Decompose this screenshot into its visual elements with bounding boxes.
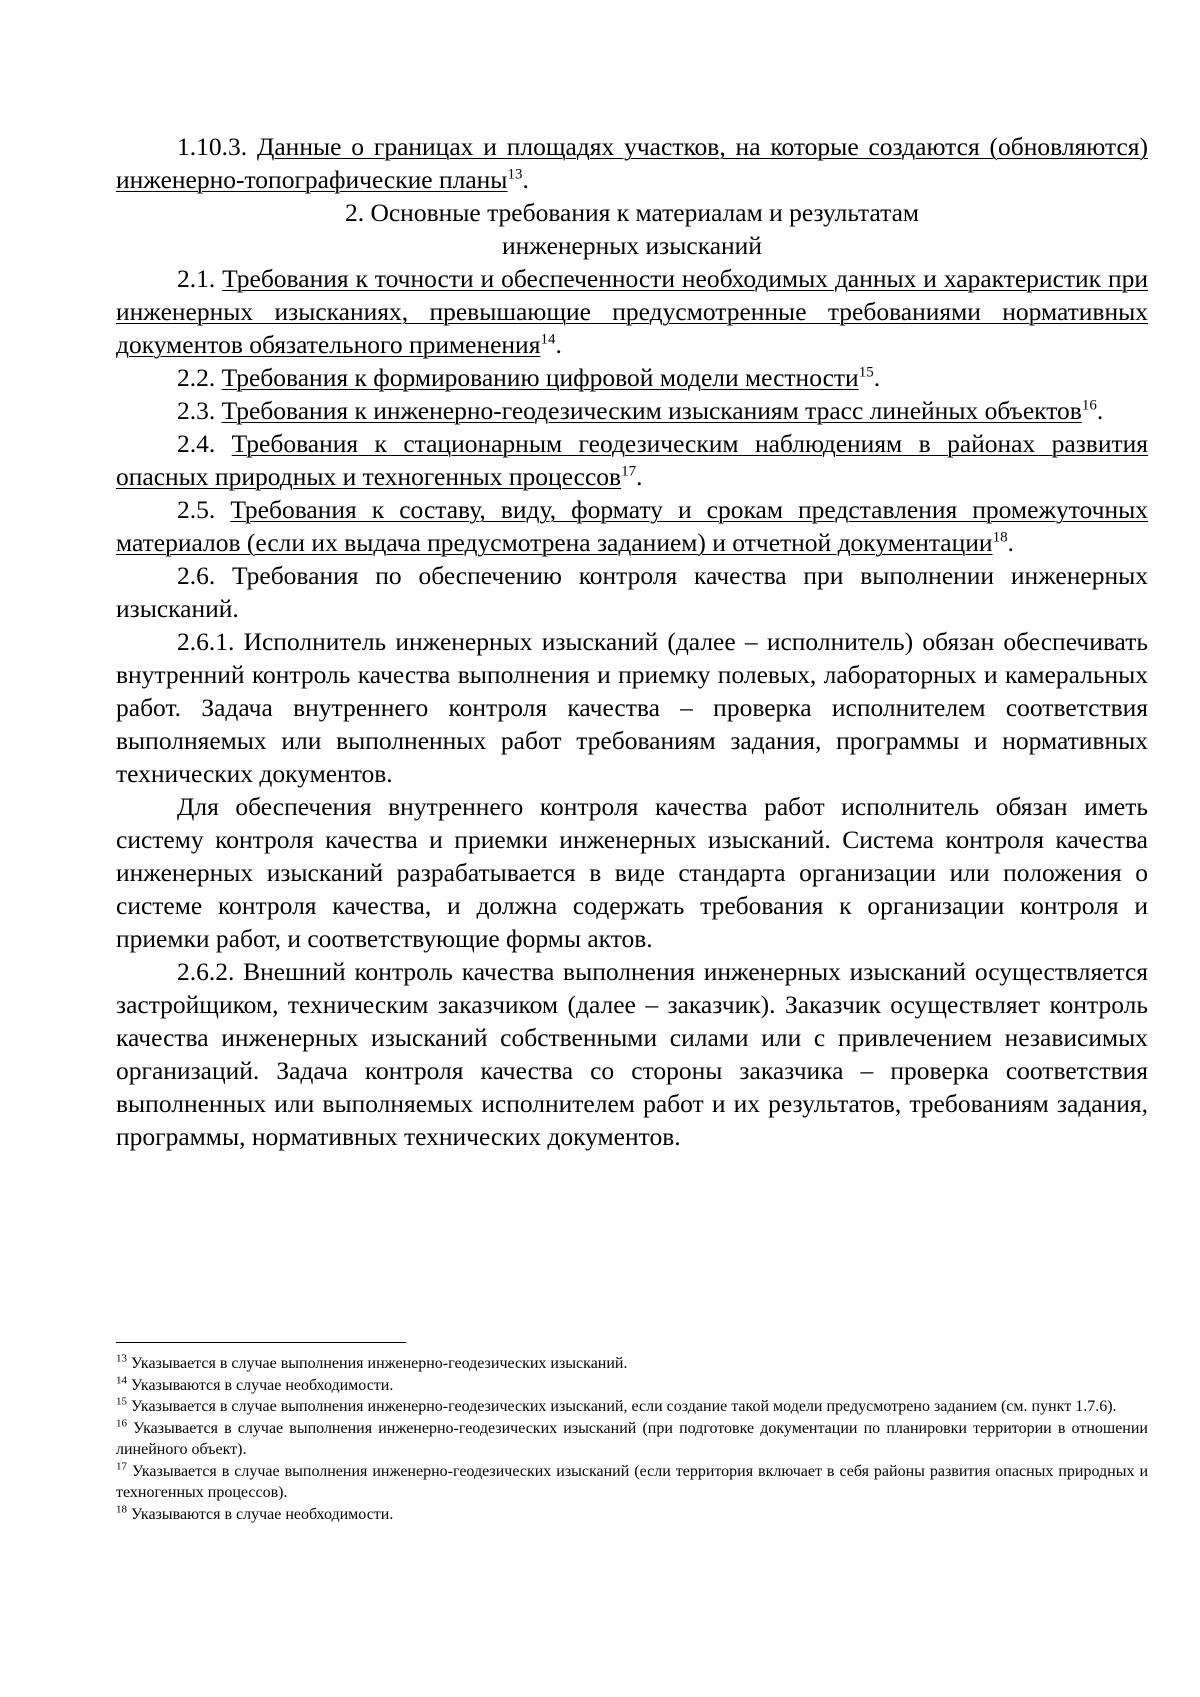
footnote-18: [116, 1504, 1148, 1526]
footnote-number: 14: [116, 1374, 127, 1387]
footnote-text: Указываются в случае необходимости.: [127, 1376, 394, 1394]
item-text: Требования к точности и обеспеченности необходимых данных и характеристик при инженерных изысканиях, превышающие предусмотренные требованиями нормативных документов обязательного применения: [116, 264, 1149, 359]
footnote-separator: [116, 1342, 406, 1343]
paragraph-internal-control: Для обеспечения внутреннего контроля качества работ исполнитель обязан иметь систему контроля качества и приемки инженерных изысканий. Система контроля качества инженерных изысканий разрабатывается в виде стандарта организации или положения о системе контроля качества, и должна содержать требования к организации контроля и приемки работ, и соответствующие формы актов.: [116, 792, 1148, 953]
paragraph-2-2: [116, 361, 1148, 394]
footnote-14: [116, 1375, 1148, 1397]
item-text: Требования к стационарным геодезическим наблюдениям в районах развития опасных природных и техногенных процессов: [116, 429, 1149, 491]
footnote-ref[interactable]: 15: [858, 364, 874, 381]
heading-line-2: инженерных изысканий: [502, 231, 762, 260]
item-text: Данные о границах и площадях участков, на которые создаются (обновляются) инженерно-топографические планы: [116, 132, 1148, 194]
footnote-text: Указывается в случае выполнения инженерно-геодезических изысканий (если территория включает в себя районы развития опасных природных и техногенных процессов).: [116, 1462, 1148, 1501]
item-text: Требования к составу, виду, формату и срокам представления промежуточных материалов (если их выдача предусмотрена заданием) и отчетной документации: [116, 495, 1149, 557]
item-number: 2.1.: [177, 264, 223, 293]
footnote-ref[interactable]: 16: [1081, 397, 1097, 414]
item-number: 2.4.: [177, 429, 232, 458]
item-number: 2.2.: [177, 363, 222, 392]
footnote-number: 16: [116, 1417, 127, 1430]
item-end: .: [873, 363, 881, 392]
item-text: Требования к инженерно-геодезическим изысканиям трасс линейных объектов: [221, 396, 1082, 425]
paragraph-1-10-3: [116, 130, 1148, 196]
document-body: [116, 130, 1148, 1153]
item-number: 1.10.3.: [177, 132, 257, 161]
footnote-ref[interactable]: 17: [621, 463, 637, 480]
footnote-15: [116, 1396, 1148, 1418]
footnote-text: Указывается в случае выполнения инженерно-геодезических изысканий.: [127, 1355, 628, 1372]
paragraph-2-6-2: 2.6.2. Внешний контроль качества выполнения инженерных изысканий осуществляется застройщиком, техническим заказчиком (далее – заказчик). Заказчик осуществляет контроль качества инженерных изысканий собственными силами или с привлечением независимых организаций. Задача контроля качества со стороны заказчика – проверка соответствия выполненных или выполняемых исполнителем работ и их результатов, требованиям задания, программы, нормативных технических документов.: [116, 957, 1148, 1151]
paragraph-2-4: [116, 427, 1148, 493]
item-text: Требования к формированию цифровой модели местности: [221, 363, 859, 392]
paragraph-2-1: [116, 262, 1148, 361]
item-end: .: [1007, 528, 1014, 557]
footnote-number: 17: [116, 1460, 127, 1473]
paragraph-2-6-1: 2.6.1. Исполнитель инженерных изысканий (далее – исполнитель) обязан обеспечивать внутренний контроль качества выполнения и приемку полевых, лабораторных и камеральных работ. Задача внутреннего контроля качества – проверка исполнителем соответствия выполняемых или выполненных работ требованиям задания, программы и нормативных технических документов.: [116, 627, 1148, 788]
item-end: .: [522, 165, 529, 194]
footnote-ref[interactable]: 13: [507, 166, 523, 183]
footnote-number: 18: [116, 1503, 127, 1516]
section-heading: [116, 196, 1148, 262]
heading-line-1: 2. Основные требования к материалам и результатам: [344, 198, 920, 227]
footnote-16: [116, 1418, 1148, 1461]
footnote-17: [116, 1461, 1148, 1504]
paragraph-2-6: 2.6. Требования по обеспечению контроля качества при выполнении инженерных изысканий.: [116, 561, 1148, 623]
footnote-ref[interactable]: 18: [992, 529, 1008, 546]
item-end: .: [636, 462, 643, 491]
item-end: .: [1096, 396, 1104, 425]
footnote-text: Указывается в случае выполнения инженерно-геодезических изысканий, если создание такой модели предусмотрено заданием (см. пункт 1.7.6).: [127, 1398, 1117, 1415]
footnote-text: Указывается в случае выполнения инженерно-геодезических изысканий (при подготовке документации по планировки территории в отношении линейного объект).: [116, 1419, 1148, 1458]
footnotes: [116, 1342, 1148, 1525]
item-number: 2.5.: [177, 495, 231, 524]
footnote-ref[interactable]: 14: [540, 331, 556, 348]
paragraph-2-5: [116, 493, 1148, 559]
footnote-13: [116, 1353, 1148, 1375]
paragraph-2-3: [116, 394, 1148, 427]
footnote-text: Указываются в случае необходимости.: [127, 1505, 394, 1523]
footnote-number: 13: [116, 1352, 127, 1365]
footnote-number: 15: [116, 1395, 127, 1408]
item-end: .: [555, 330, 562, 359]
item-number: 2.3.: [177, 396, 222, 425]
